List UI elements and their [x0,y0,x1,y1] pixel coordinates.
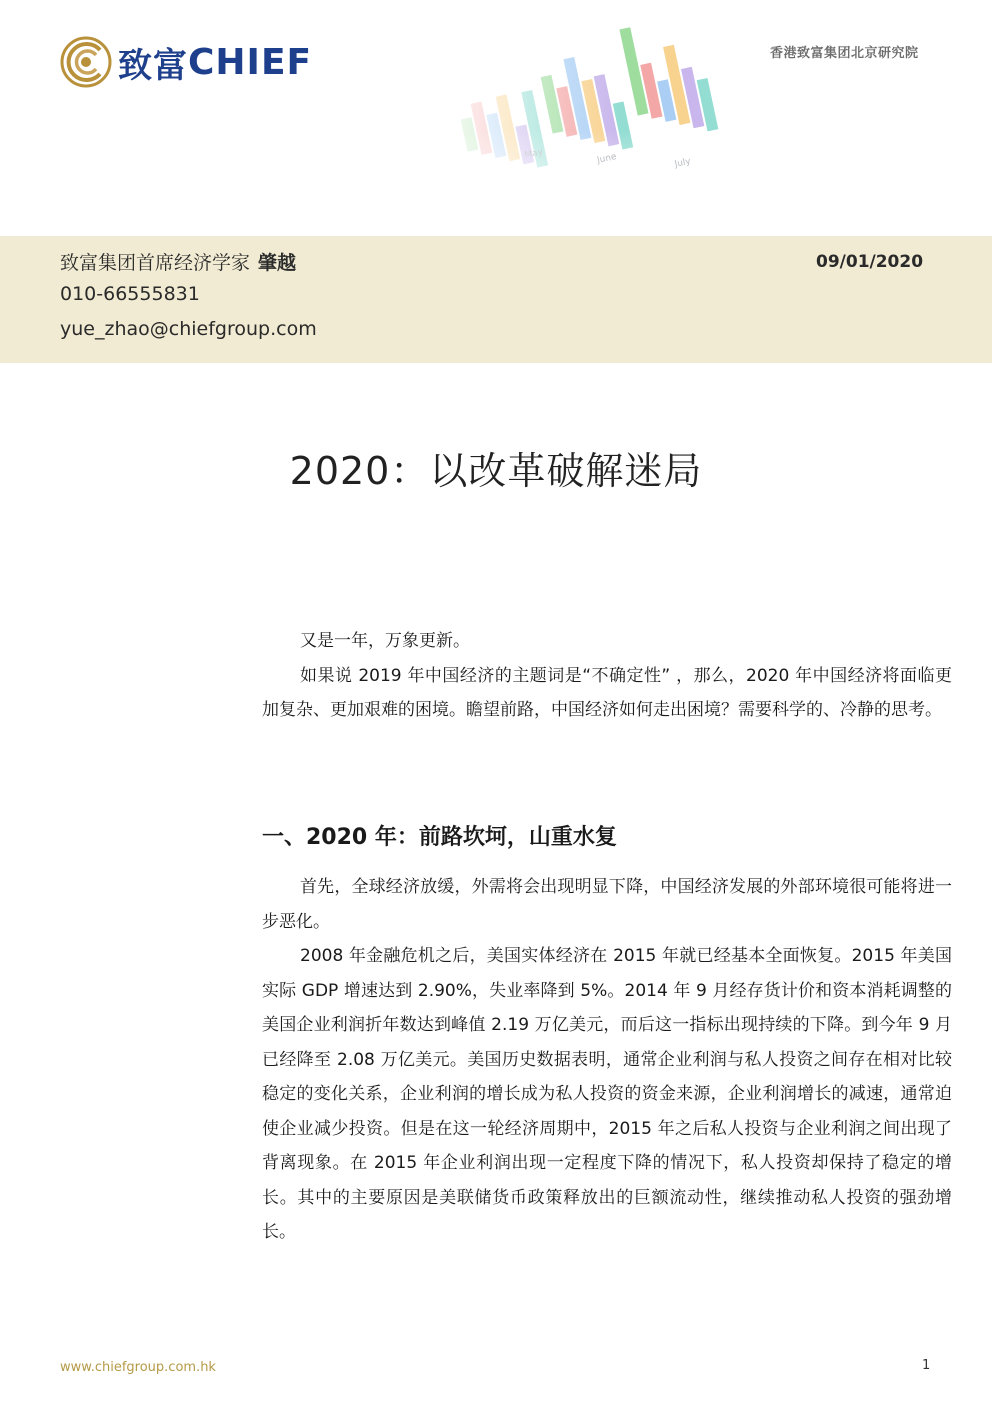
page-header [0,0,992,236]
author-title: 致富集团首席经济学家 [60,252,251,274]
institute-name: 香港致富集团北京研究院 [770,46,919,61]
footer-website-link[interactable]: www.chiefgroup.com.hk [60,1360,216,1375]
author-phone: 010-66555831 [60,283,200,305]
section-paragraph: 首先，全球经济放缓，外需将会出现明显下降，中国经济发展的外部环境很可能将进一步恶化。 [262,877,952,932]
page-number: 1 [922,1358,931,1373]
intro-paragraph: 又是一年，万象更新。 [300,631,470,651]
section-paragraph: 2008 年金融危机之后，美国实体经济在 2015 年就已经基本全面恢复。2015 年美国实际 GDP 增速达到 2.90%，失业率降到 5%。2014 年 9 月经存货计价和资本消耗调整的美国企业利润折年数达到峰值 2.19 万亿美元，而后这一指标出现持续的下降。到今年 9 月已经降至 2.08 万亿美元。美国历史数据表明，通常企业利润与私人投资之间存在相对比较稳定的变化关系，企业利润的增长成为私人投资的资金来源，企业利润增长的减速，通常迫使企业减少投资。但是在这一轮经济周期中，2015 年之后私人投资与企业利润之间出现了背离现象。在 2015 年企业利润出现一定程度下降的情况下，私人投资却保持了稳定的增长。其中的主要原因是美联储货币政策释放出的巨额流动性，继续推动私人投资的强劲增长。 [262,946,952,1242]
author-email: yue_zhao@chiefgroup.com [60,318,317,340]
section-heading: 一、2020 年：前路坎坷，山重水复 [262,825,617,850]
report-date: 09/01/2020 [816,252,924,272]
author-title-line [60,248,296,275]
intro-section [262,624,952,728]
decorative-bar-chart-image [420,0,992,236]
intro-paragraph: 如果说 2019 年中国经济的主题词是“不确定性” ，那么，2020 年中国经济将面临更加复杂、更加艰难的困境。瞻望前路，中国经济如何走出困境？需要科学的、冷静的思考。 [262,665,952,720]
logo-swirl-icon [60,36,112,88]
logo-chinese-text: 致富 [118,45,188,86]
company-logo [60,36,312,88]
author-name: 肇越 [258,252,297,274]
logo-english-text: CHIEF [188,41,313,83]
document-title: 2020：以改革破解迷局 [289,449,703,493]
section-body [262,870,952,1250]
